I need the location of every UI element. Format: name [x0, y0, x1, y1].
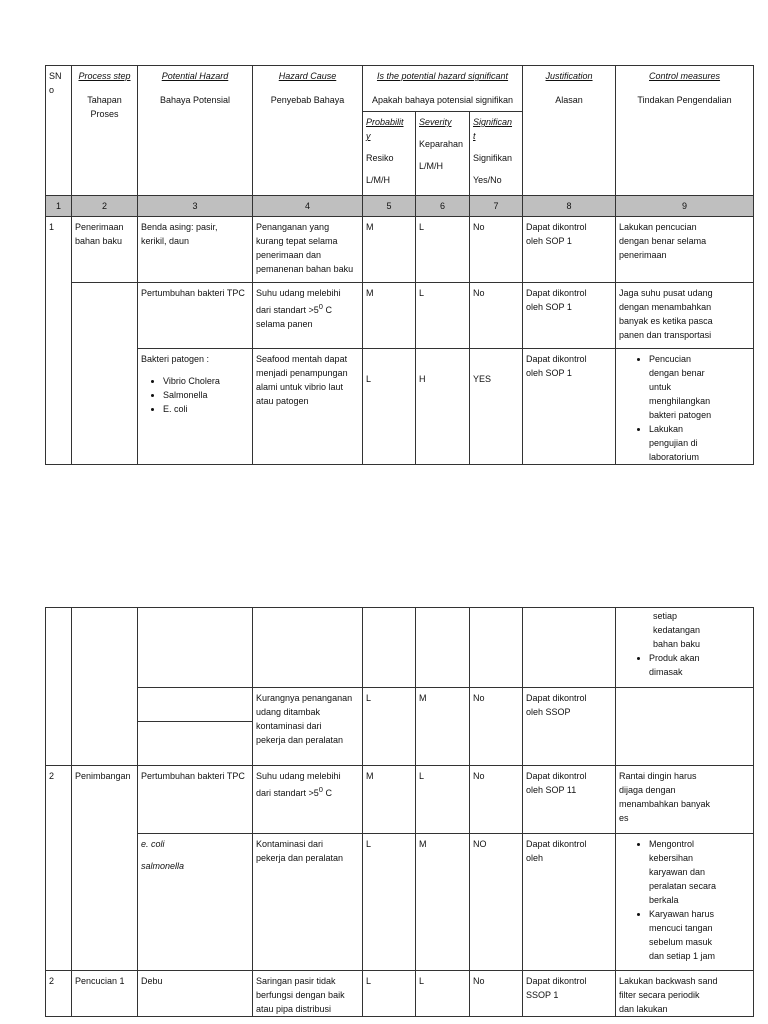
cell-probability	[363, 608, 416, 688]
cell-severity: L	[416, 283, 470, 349]
cell-significant: No	[470, 766, 523, 834]
cell-cause: Seafood mentah dapat menjadi penampungan alami untuk vibrio laut atau patogen	[253, 349, 363, 465]
cell-justification: Dapat dikontrol oleh	[523, 834, 616, 971]
header-control-measures: Control measures Tindakan Pengendalian	[616, 66, 754, 196]
cell-probability: L	[363, 971, 416, 1017]
col-number: 2	[72, 196, 138, 217]
col-number: 4	[253, 196, 363, 217]
table-row	[46, 834, 754, 971]
cell-control: Jaga suhu pusat udang dengan menambahkan banyak es ketika pasca panen dan transportasi	[616, 283, 754, 349]
cell-significant: NO	[470, 834, 523, 971]
cell-significant: No	[470, 688, 523, 766]
cell-control: Lakukan pencucian dengan benar selama penerimaan	[616, 217, 754, 283]
cell-significant: No	[470, 971, 523, 1017]
cell-cause: Kurangnya penanganan udang ditambak kontaminasi dari pekerja dan peralatan	[253, 688, 363, 766]
cell-justification	[523, 608, 616, 688]
cell-process-step	[72, 283, 138, 465]
cell-process-step	[72, 608, 138, 766]
cell-cause: Penanganan yang kurang tepat selama penerimaan dan pemanenan bahan baku	[253, 217, 363, 283]
cell-process-step	[72, 834, 138, 971]
cell-control	[616, 834, 754, 971]
list-item: • Karyawan harus mencuci tangan sebelum masuk dan setiap 1 jam	[649, 907, 750, 963]
cell-cause: Suhu udang melebihi dari standart $>5^0$ C	[253, 766, 363, 834]
cell-justification: Dapat dikontrol oleh SSOP	[523, 688, 616, 766]
header-significant: Significan t Signifikan Yes/No	[470, 112, 523, 196]
col-number: 8	[523, 196, 616, 217]
cell-probability: L	[363, 349, 416, 465]
cell-probability: L	[363, 834, 416, 971]
cell-significant: No	[470, 283, 523, 349]
cell-probability: M	[363, 217, 416, 283]
cell-sno: 1	[46, 217, 72, 465]
cell-hazard: e. coli salmonella	[138, 834, 253, 971]
list-item: • Mengontrol kebersihan karyawan dan peralatan secara berkala	[649, 837, 750, 907]
cell-justification: Dapat dikontrol oleh SOP 1	[523, 283, 616, 349]
table-row	[46, 688, 754, 722]
hazard-analysis-table-2	[45, 607, 754, 1017]
col-number: 5	[363, 196, 416, 217]
cell-severity: M	[416, 688, 470, 766]
cell-significant: YES	[470, 349, 523, 465]
cell-control	[616, 349, 754, 465]
cell-hazard: Benda asing: pasir, kerikil, daun	[138, 217, 253, 283]
cell-probability: M	[363, 283, 416, 349]
column-number-row	[46, 196, 754, 217]
header-probability: Probabilit y Resiko L/M/H	[363, 112, 416, 196]
cell-severity	[416, 608, 470, 688]
list-item: • Produk akan dimasak	[649, 651, 750, 679]
cell-severity: M	[416, 834, 470, 971]
cell-hazard: Pertumbuhan bakteri TPC	[138, 766, 253, 834]
cell-cause: Suhu udang melebihi dari standart $>5^0$ C selama panen	[253, 283, 363, 349]
header-process-step: Process step Tahapan Proses	[72, 66, 138, 196]
cell-significant: No	[470, 217, 523, 283]
header-justification: Justification Alasan	[523, 66, 616, 196]
cell-hazard: Debu	[138, 971, 253, 1017]
cell-control: Rantai dingin harus dijaga dengan menambahkan banyak es	[616, 766, 754, 834]
table-row	[46, 766, 754, 834]
col-number: 3	[138, 196, 253, 217]
header-potential-hazard: Potential Hazard Bahaya Potensial	[138, 66, 253, 196]
cell-sno: 2	[46, 971, 72, 1017]
col-number: 6	[416, 196, 470, 217]
cell-process-step: Penimbangan	[72, 766, 138, 834]
cell-control: Lakukan backwash sand filter secara periodik dan lakukan	[616, 971, 754, 1017]
cell-significant	[470, 608, 523, 688]
table-row	[46, 349, 754, 465]
cell-severity: L	[416, 217, 470, 283]
table-row	[46, 608, 754, 688]
table-row	[46, 217, 754, 283]
cell-process-step: Pencucian 1	[72, 971, 138, 1017]
header-significance: Is the potential hazard significant Apakah bahaya potensial signifikan	[363, 66, 523, 112]
cell-severity: L	[416, 971, 470, 1017]
cell-justification: Dapat dikontrol SSOP 1	[523, 971, 616, 1017]
cell-process-step: Penerimaan bahan baku	[72, 217, 138, 283]
header-severity: Severity Keparahan L/M/H	[416, 112, 470, 196]
cell-cause: Kontaminasi dari pekerja dan peralatan	[253, 834, 363, 971]
col-number: 1	[46, 196, 72, 217]
table-row	[46, 283, 754, 349]
cell-justification: Dapat dikontrol oleh SOP 1	[523, 217, 616, 283]
cell-hazard: Bakteri patogen : • Vibrio Cholera • Salmonella • E. coli	[138, 349, 253, 465]
list-item: • Pencucian dengan benar untuk menghilangkan bakteri patogen	[649, 352, 750, 422]
header-hazard-cause: Hazard Cause Penyebab Bahaya	[253, 66, 363, 196]
cell-hazard	[138, 688, 253, 722]
cell-hazard	[138, 608, 253, 688]
header-sno: SN o	[46, 66, 72, 196]
cell-hazard: Pertumbuhan bakteri TPC	[138, 283, 253, 349]
cell-cause	[253, 608, 363, 688]
list-item: • Vibrio Cholera	[163, 374, 249, 388]
cell-probability: L	[363, 688, 416, 766]
col-number: 7	[470, 196, 523, 217]
list-item: • Lakukan pengujian di laboratorium	[649, 422, 750, 464]
cell-justification: Dapat dikontrol oleh SOP 11	[523, 766, 616, 834]
cell-hazard	[138, 722, 253, 766]
hazard-analysis-table-1	[45, 65, 754, 465]
cell-probability: M	[363, 766, 416, 834]
list-item: • Salmonella	[163, 388, 249, 402]
table-row	[46, 971, 754, 1017]
cell-control	[616, 688, 754, 766]
cell-severity: L	[416, 766, 470, 834]
cell-control: setiap kedatangan bahan baku • Produk akan dimasak	[616, 608, 754, 688]
cell-justification: Dapat dikontrol oleh SOP 1	[523, 349, 616, 465]
cell-sno: 2	[46, 766, 72, 971]
cell-sno	[46, 608, 72, 766]
list-item: • E. coli	[163, 402, 249, 416]
cell-cause: Saringan pasir tidak berfungsi dengan baik atau pipa distribusi	[253, 971, 363, 1017]
cell-severity: H	[416, 349, 470, 465]
col-number: 9	[616, 196, 754, 217]
